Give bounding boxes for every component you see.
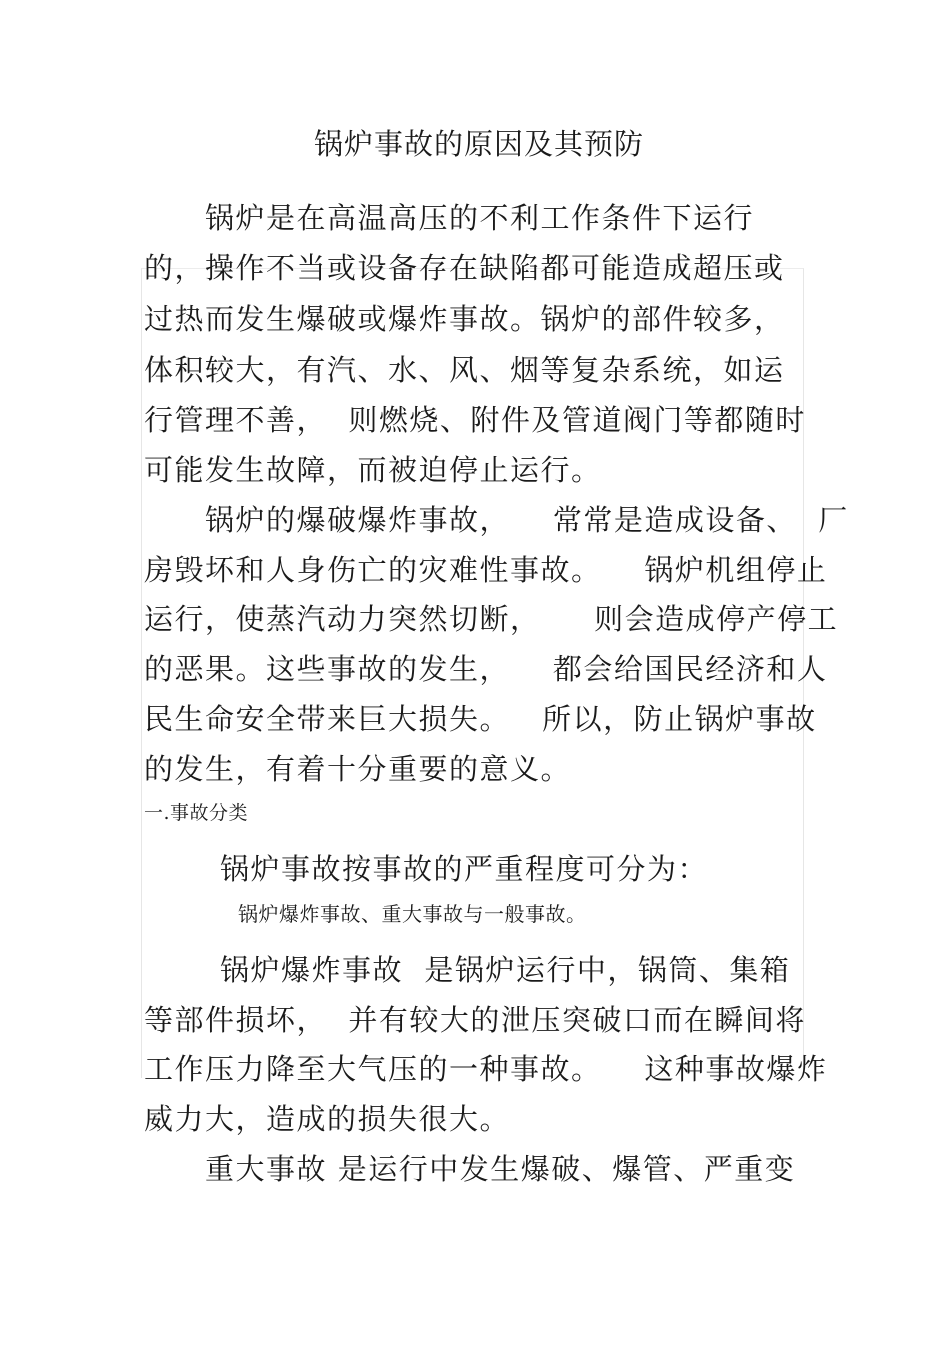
paragraph-line: 锅炉爆炸事故 是锅炉运行中，锅筒、集箱 [220,953,791,987]
paragraph-line: 运行，使蒸汽动力突然切断， 则会造成停产停工 [144,602,839,636]
paragraph-line-small: 锅炉爆炸事故、重大事故与一般事故。 [238,902,587,926]
paragraph-line: 行管理不善， 则燃烧、附件及管道阀门等都随时 [144,403,806,437]
paragraph-line: 过热而发生爆破或爆炸事故。锅炉的部件较多， [144,302,785,336]
paragraph-line: 锅炉事故按事故的严重程度可分为： [220,852,709,886]
paragraph-line: 等部件损坏， 并有较大的泄压突破口而在瞬间将 [144,1003,806,1037]
paragraph-line: 的恶果。这些事故的发生， 都会给国民经济和人 [144,652,828,686]
paragraph-line: 房毁坏和人身伤亡的灾难性事故。 锅炉机组停止 [144,553,828,587]
paragraph-line: 锅炉的爆破爆炸事故， 常常是造成设备、 厂 [205,503,849,537]
section-heading: 一.事故分类 [144,802,249,824]
paragraph-line: 的发生，有着十分重要的意义。 [144,752,572,786]
document-title: 锅炉事故的原因及其预防 [313,127,644,161]
paragraph-line: 可能发生故障，而被迫停止运行。 [144,453,602,487]
paragraph-line: 工作压力降至大气压的一种事故。 这种事故爆炸 [144,1052,828,1086]
paragraph-line: 锅炉是在高温高压的不利工作条件下运行 [205,201,755,235]
paragraph-line: 体积较大，有汽、水、风、烟等复杂系统，如运 [144,353,785,387]
paragraph-line: 的，操作不当或设备存在缺陷都可能造成超压或 [144,251,785,285]
paragraph-line: 重大事故 是运行中发生爆破、爆管、严重变 [205,1152,796,1186]
paragraph-line: 威力大，造成的损失很大。 [144,1102,511,1136]
paragraph-line: 民生命安全带来巨大损失。 所以，防止锅炉事故 [144,702,817,736]
